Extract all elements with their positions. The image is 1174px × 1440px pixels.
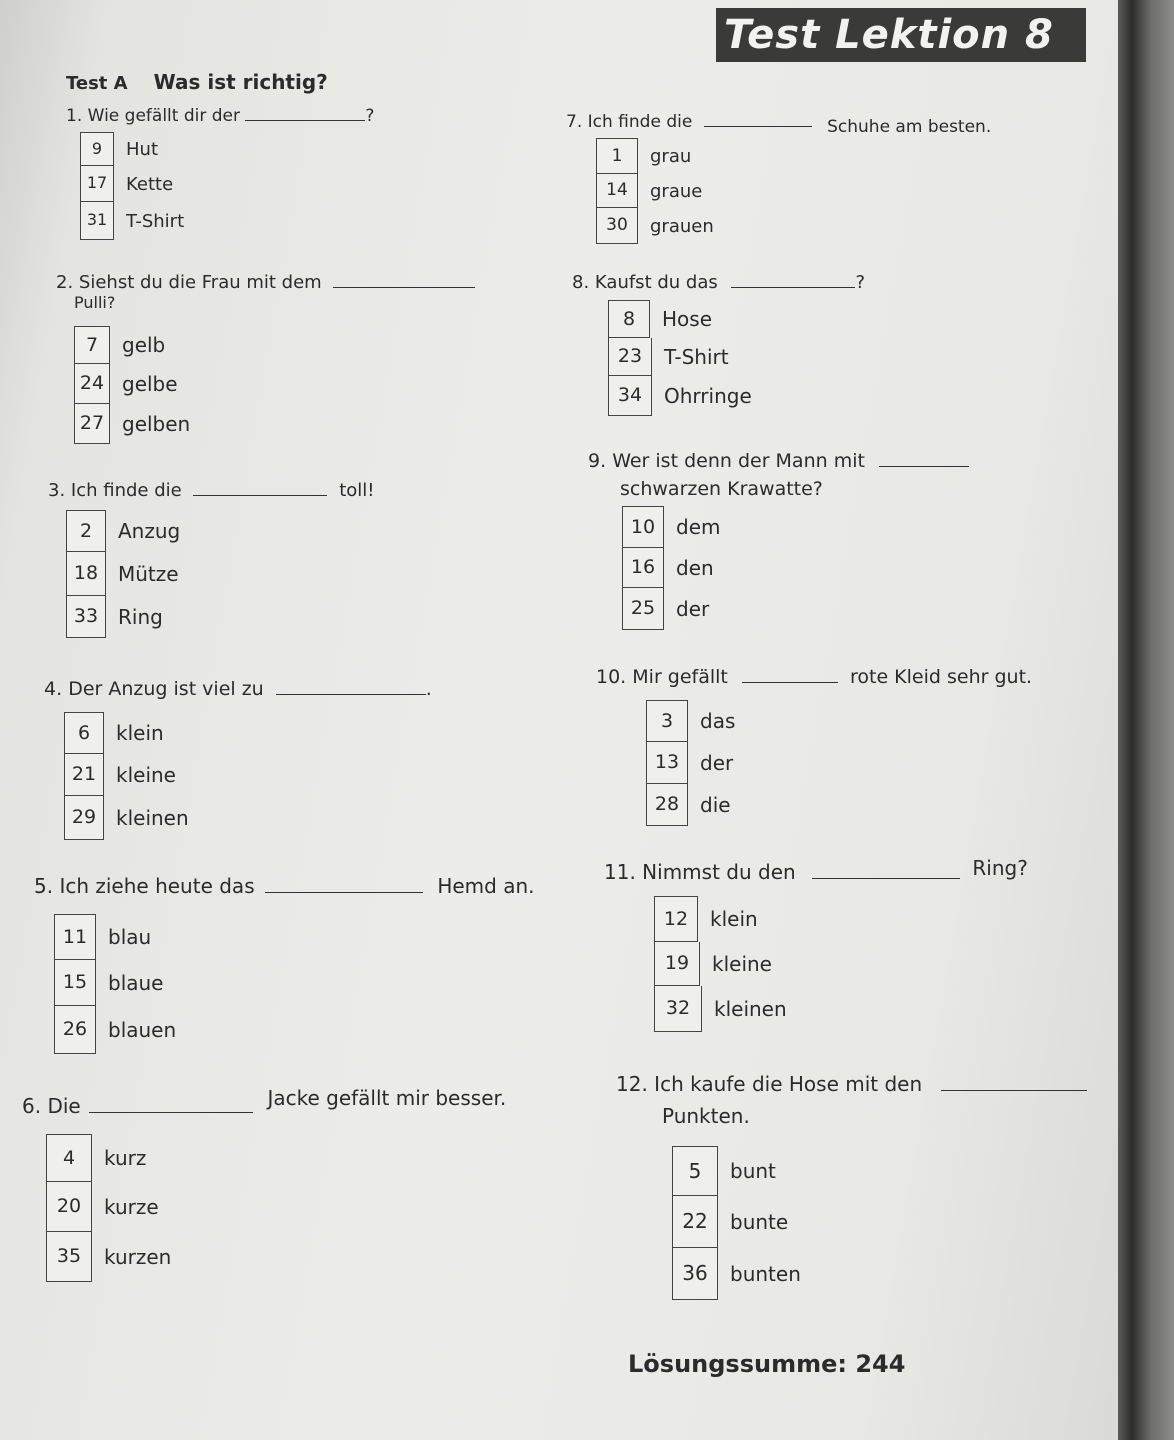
question-number: 11. — [604, 860, 636, 884]
option-word: kurze — [104, 1195, 159, 1219]
options-q8 — [608, 300, 752, 416]
option-row — [622, 548, 720, 588]
question-2 — [56, 272, 475, 312]
options-q2 — [74, 326, 190, 444]
option-row — [608, 338, 752, 376]
question-text: Mir gefällt — [632, 666, 728, 688]
option-row — [66, 552, 180, 596]
option-number-box: 36 — [672, 1248, 718, 1300]
option-number-box: 30 — [596, 208, 638, 244]
question-3 — [48, 480, 375, 501]
option-word: den — [676, 556, 714, 580]
options-q1 — [80, 132, 184, 240]
question-text: Die — [47, 1094, 81, 1118]
option-word: das — [700, 709, 736, 733]
page-title: Test Lektion 8 — [716, 8, 1086, 62]
option-number-box: 2 — [66, 510, 106, 552]
question-text-continued: Pulli? — [74, 293, 116, 312]
answer-blank — [276, 690, 426, 695]
question-text-after: . — [425, 678, 432, 700]
option-word: blauen — [108, 1018, 177, 1042]
option-word: bunt — [730, 1159, 776, 1183]
question-text: Siehst du die Frau mit dem — [78, 272, 322, 293]
answer-blank — [89, 1108, 253, 1113]
option-row — [46, 1182, 171, 1232]
option-word: Ohrringe — [664, 384, 752, 408]
option-word: T-Shirt — [126, 210, 185, 232]
answer-blank — [742, 678, 838, 683]
question-5 — [34, 874, 535, 898]
option-row — [64, 796, 189, 840]
option-number-box: 11 — [54, 914, 96, 960]
option-number-box: 29 — [64, 796, 104, 840]
question-8 — [572, 272, 865, 293]
option-number-box: 21 — [64, 754, 104, 796]
option-row — [80, 132, 184, 166]
question-text: Wer ist denn der Mann mit — [612, 450, 865, 472]
question-number: 4. — [44, 678, 63, 700]
option-word: kleinen — [714, 997, 787, 1021]
option-row — [80, 202, 184, 240]
option-row — [646, 700, 735, 742]
options-q11 — [654, 896, 787, 1032]
answer-blank — [245, 116, 365, 121]
question-4 — [44, 678, 432, 700]
question-number: 3. — [48, 480, 66, 501]
option-word: Hose — [662, 307, 712, 331]
option-row — [672, 1196, 801, 1248]
option-word: blau — [108, 925, 152, 949]
answer-blank — [879, 462, 969, 467]
option-number-box: 23 — [608, 338, 652, 376]
answer-blank — [731, 283, 855, 288]
option-row — [66, 596, 180, 638]
options-q12 — [672, 1146, 801, 1300]
option-row — [74, 364, 190, 404]
option-row — [46, 1134, 171, 1182]
question-number: 2. — [56, 272, 74, 293]
option-word: kleine — [712, 952, 772, 976]
option-row — [654, 896, 787, 942]
options-q7 — [596, 138, 714, 244]
option-row — [646, 742, 735, 784]
option-number-box: 18 — [66, 552, 106, 596]
question-number: 10. — [596, 666, 627, 688]
option-row — [622, 506, 720, 548]
question-text: Ich finde die — [70, 480, 182, 501]
options-q4 — [64, 712, 189, 840]
option-number-box: 8 — [608, 300, 650, 338]
option-number-box: 4 — [46, 1134, 92, 1182]
option-number-box: 33 — [66, 596, 106, 638]
option-word: Mütze — [118, 562, 179, 586]
option-row — [622, 588, 720, 630]
question-7 — [566, 112, 992, 137]
option-number-box: 25 — [622, 588, 664, 630]
question-text-continued: schwarzen Krawatte? — [620, 478, 823, 500]
answer-blank — [265, 888, 423, 893]
question-text-after: Hemd an. — [437, 874, 535, 898]
question-number: 8. — [572, 272, 590, 293]
options-q3 — [66, 510, 180, 638]
option-number-box: 3 — [646, 700, 688, 742]
option-row — [74, 326, 190, 364]
option-row — [54, 1006, 176, 1054]
answer-blank — [193, 491, 327, 496]
option-row — [654, 942, 787, 986]
question-number: 6. — [22, 1094, 42, 1118]
option-number-box: 6 — [64, 712, 104, 754]
question-10 — [596, 666, 1032, 688]
question-12 — [616, 1072, 1087, 1128]
option-row — [54, 960, 176, 1006]
option-row — [74, 404, 190, 444]
option-row — [66, 510, 180, 552]
option-word: gelbe — [122, 372, 178, 396]
question-text-after: ? — [365, 106, 375, 126]
question-text: Nimmst du den — [642, 860, 796, 884]
solution-sum: Lösungssumme: 244 — [628, 1350, 906, 1378]
option-row — [64, 712, 189, 754]
question-11 — [604, 856, 1028, 884]
option-word: kurzen — [104, 1245, 172, 1269]
test-instruction: Was ist richtig? — [153, 70, 328, 94]
question-text: Kaufst du das — [594, 272, 718, 293]
option-row — [608, 376, 752, 416]
page-edge-shadow — [1118, 0, 1174, 1440]
option-number-box: 14 — [596, 174, 638, 208]
option-number-box: 5 — [672, 1146, 718, 1196]
option-number-box: 22 — [672, 1196, 718, 1248]
question-text: Ich finde die — [587, 112, 693, 132]
question-text-after: rote Kleid sehr gut. — [849, 666, 1033, 688]
option-word: gelb — [122, 333, 166, 357]
question-number: 5. — [34, 874, 54, 898]
option-word: grauen — [650, 215, 714, 237]
question-number: 9. — [588, 450, 607, 472]
question-text-after: toll! — [339, 480, 375, 501]
option-number-box: 10 — [622, 506, 664, 548]
option-number-box: 12 — [654, 896, 698, 942]
option-row — [654, 986, 787, 1032]
test-label: Test A — [66, 73, 128, 94]
option-row — [646, 784, 735, 826]
option-row — [64, 754, 189, 796]
option-row — [608, 300, 752, 338]
question-text: Ich ziehe heute das — [59, 874, 255, 898]
option-number-box: 16 — [622, 548, 664, 588]
option-word: die — [700, 793, 731, 817]
answer-blank — [812, 874, 960, 879]
option-number-box: 19 — [654, 942, 700, 986]
option-number-box: 31 — [80, 202, 114, 240]
option-number-box: 13 — [646, 742, 688, 784]
option-word: Anzug — [118, 519, 181, 543]
option-word: blaue — [108, 971, 164, 995]
test-heading — [66, 70, 328, 94]
option-word: grau — [650, 145, 692, 167]
option-word: Ring — [118, 605, 163, 629]
option-number-box: 7 — [74, 326, 110, 364]
option-word: graue — [650, 180, 703, 202]
question-text: Ich kaufe die Hose mit den — [654, 1072, 923, 1096]
answer-blank — [941, 1086, 1087, 1091]
option-word: kleine — [116, 763, 176, 787]
option-word: Hut — [126, 138, 159, 160]
question-6 — [22, 1086, 507, 1118]
option-number-box: 1 — [596, 138, 638, 174]
question-text-after: Schuhe am besten. — [827, 117, 992, 137]
answer-blank — [333, 283, 475, 288]
option-word: gelben — [122, 412, 191, 436]
option-number-box: 35 — [46, 1232, 92, 1282]
question-text: Wie gefällt dir der — [87, 106, 240, 126]
option-word: klein — [710, 907, 758, 931]
option-number-box: 28 — [646, 784, 688, 826]
option-number-box: 32 — [654, 986, 702, 1032]
option-number-box: 20 — [46, 1182, 92, 1232]
options-q6 — [46, 1134, 171, 1282]
question-text-after: Ring? — [972, 856, 1028, 880]
option-word: T-Shirt — [664, 345, 729, 369]
option-row — [46, 1232, 171, 1282]
question-9 — [588, 450, 969, 500]
options-q5 — [54, 914, 176, 1054]
option-word: der — [676, 597, 710, 621]
option-row — [596, 138, 714, 174]
option-number-box: 9 — [80, 132, 114, 166]
answer-blank — [704, 122, 812, 127]
option-word: bunten — [730, 1262, 801, 1286]
option-number-box: 34 — [608, 376, 652, 416]
option-row — [596, 174, 714, 208]
option-number-box: 24 — [74, 364, 110, 404]
question-number: 1. — [66, 106, 83, 126]
option-number-box: 17 — [80, 166, 114, 202]
question-1 — [66, 106, 374, 126]
option-number-box: 27 — [74, 404, 110, 444]
question-text: Der Anzug ist viel zu — [68, 678, 264, 700]
option-word: der — [700, 751, 734, 775]
option-row — [596, 208, 714, 244]
option-word: dem — [676, 515, 721, 539]
option-number-box: 26 — [54, 1006, 96, 1054]
options-q10 — [646, 700, 735, 826]
option-word: bunte — [730, 1210, 789, 1234]
option-row — [672, 1146, 801, 1196]
option-word: klein — [116, 721, 164, 745]
question-number: 12. — [616, 1072, 648, 1096]
options-q9 — [622, 506, 720, 630]
question-number: 7. — [566, 112, 583, 132]
option-row — [54, 914, 176, 960]
option-row — [672, 1248, 801, 1300]
option-row — [80, 166, 184, 202]
option-word: Kette — [126, 173, 174, 195]
question-text-after: Jacke gefällt mir besser. — [267, 1086, 507, 1110]
question-text-after: ? — [855, 272, 866, 293]
option-word: kleinen — [116, 806, 189, 830]
option-word: kurz — [104, 1146, 147, 1170]
option-number-box: 15 — [54, 960, 96, 1006]
question-text-continued: Punkten. — [662, 1104, 750, 1128]
